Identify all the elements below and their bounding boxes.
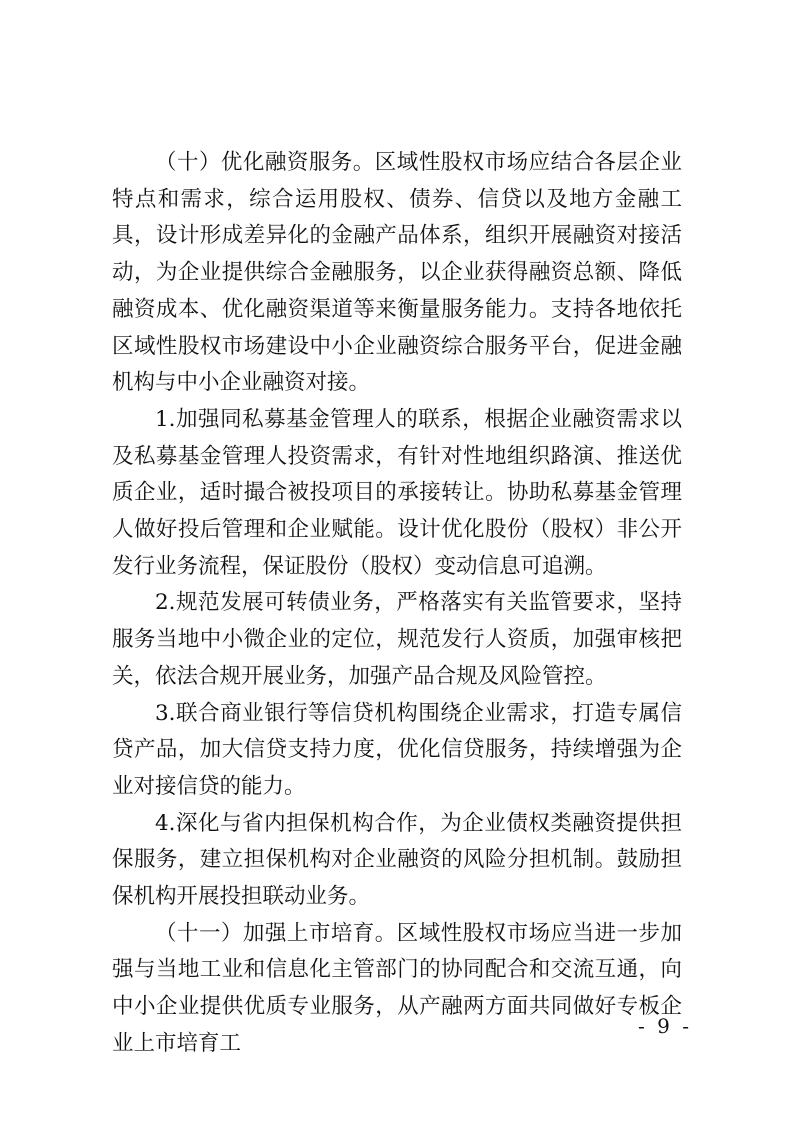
paragraph-item-4: 4.深化与省内担保机构合作，为企业债权类融资提供担保服务，建立担保机构对企业融资的风险分担机制。鼓励担保机构开展投担联动业务。 <box>112 810 682 910</box>
page-number: - 9 - <box>638 1014 692 1038</box>
paragraph-optimize-financing: （十）优化融资服务。区域性股权市场应结合各层企业特点和需求，综合运用股权、债券、信贷以及地方金融工具，设计形成差异化的金融产品体系，组织开展融资对接活动，为企业提供综合金融服务，以企业获得融资总额、降低融资成本、优化融资渠道等来衡量服务能力。支持各地依托区域性股权市场建设中小企业融资综合服务平台，促进金融机构与中小企业融资对接。 <box>112 150 682 396</box>
paragraph-listing-cultivation: （十一）加强上市培育。区域性股权市场应当进一步加强与当地工业和信息化主管部门的协同配合和交流互通，向中小企业提供优质专业服务，从产融两方面共同做好专板企业上市培育工 <box>112 920 682 1056</box>
paragraph-item-2: 2.规范发展可转债业务，严格落实有关监管要求，坚持服务当地中小微企业的定位，规范发行人资质，加强审核把关，依法合规开展业务，加强产品合规及风险管控。 <box>112 590 682 689</box>
body-text <box>112 145 682 1063</box>
paragraph-item-1: 1.加强同私募基金管理人的联系，根据企业融资需求以及私募基金管理人投资需求，有针对性地组织路演、推送优质企业，适时撮合被投项目的承接转让。协助私募基金管理人做好投后管理和企业赋能。设计优化股份（股权）非公开发行业务流程，保证股份（股权）变动信息可追溯。 <box>112 406 682 579</box>
paragraph-item-3: 3.联合商业银行等信贷机构围绕企业需求，打造专属信贷产品，加大信贷支持力度，优化信贷服务，持续增强为企业对接信贷的能力。 <box>112 700 682 799</box>
